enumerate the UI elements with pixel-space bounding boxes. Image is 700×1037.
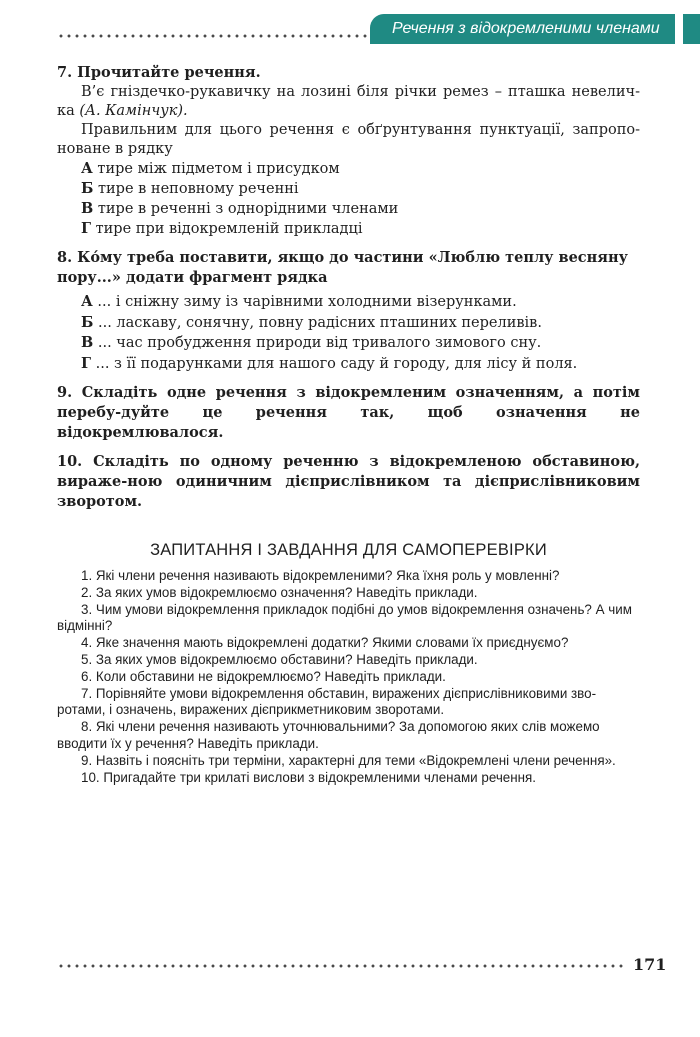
task-8-title: 8. Ко́му треба поставити, якщо до частини «Люблю теплу весняну пору...» додати фрагмент рядка (57, 249, 628, 286)
option-letter: Г (81, 220, 92, 237)
option-letter: В (81, 200, 94, 217)
option-letter: Б (81, 313, 94, 331)
task-7-author: (А. Камінчук). (79, 103, 188, 119)
list-item: 1. Які члени речення називають відокремленими? Яка їхня роль у мовленні? (81, 568, 560, 583)
option-text: тире між підметом і присудком (97, 161, 340, 177)
task-7-option (57, 199, 640, 219)
option-letter: А (81, 293, 93, 310)
option-text: ... з її подарунками для нашого саду й городу, для лісу й поля. (95, 355, 578, 372)
task-8-option (57, 292, 640, 313)
option-letter: А (81, 160, 93, 177)
list-item: 8. Які члени речення називають уточнювальними? За допомогою яких слів можемо вводити їх у речення? Наведіть приклади. (57, 719, 600, 751)
option-letter: Б (81, 180, 94, 197)
task-9: 9. Складіть одне речення з відокремленим означенням, а потім перебу-дуйте це речення так, щоб означення не відокремлювалося. (57, 384, 640, 441)
task-8-option (57, 313, 640, 334)
list-item: 10. Пригадайте три крилаті вислови з відокремленими членами речення. (81, 769, 537, 785)
task-7 (57, 63, 640, 239)
header-edge-bar (683, 14, 700, 44)
task-7-option (57, 179, 640, 199)
task-7-sentence (57, 83, 640, 121)
task-7-title: 7. Прочитайте речення. (57, 64, 261, 81)
list-item: 6. Коли обставини не відокремлюємо? Наведіть приклади. (81, 668, 446, 684)
footer-dotted-rule (57, 963, 623, 969)
option-text: тире в реченні з однорідними членами (97, 201, 399, 217)
list-item: 7. Порівняйте умови відокремлення обставин, виражених дієприслівниковими зво-ротами, і означень, виражених дієприкметниковим зворотами. (57, 685, 597, 718)
task-8-option (57, 354, 640, 375)
option-letter: Г (81, 354, 92, 372)
task-7-option (57, 219, 640, 239)
list-item: 5. За яких умов відокремлюємо обставини? Наведіть приклади. (81, 651, 478, 667)
self-check-title: ЗАПИТАННЯ І ЗАВДАННЯ ДЛЯ САМОПЕРЕВІРКИ (150, 541, 547, 559)
option-text: ... час пробудження природи від тривалого зимового сну. (97, 335, 542, 351)
list-item: 2. За яких умов відокремлюємо означення? Наведіть приклади. (81, 584, 478, 600)
task-7-option (57, 159, 640, 179)
chapter-header: Речення з відокремленими членами (370, 14, 675, 44)
option-letter: В (81, 334, 94, 351)
page-content (57, 63, 640, 786)
header-dotted-rule (57, 33, 377, 39)
task-8-option (57, 333, 640, 354)
task-8 (57, 248, 640, 374)
task-7-question: Правильним для цього речення є обґрунтування пунктуації, запропо-новане в рядку (57, 122, 640, 157)
task-10: 10. Складіть по одному реченню з відокремленою обставиною, виражe-ною одиничним дієприслівником та дієприслівниковим зворотом. (57, 453, 640, 510)
option-text: ... ласкаву, сонячну, повну радісних пташиних переливів. (98, 314, 542, 331)
option-text: ... і сніжну зиму із чарівними холодними візерунками. (97, 294, 517, 310)
list-item: 9. Назвіть і поясніть три терміни, характерні для теми «Відокремлені члени речення». (81, 752, 616, 768)
list-item: 3. Чим умови відокремлення прикладок подібні до умов відокремлення означень? А чим відмінні? (57, 601, 632, 634)
page-number: 171 (633, 955, 667, 974)
option-text: тире в неповному реченні (98, 181, 299, 197)
self-check-list (57, 568, 640, 786)
task-7-sentence-text: В’є гніздечко-рукавичку на лозині біля річки ремез – пташка невелич-ка (57, 84, 640, 119)
list-item: 4. Яке значення мають відокремлені додатки? Якими словами їх приєднуємо? (81, 635, 569, 651)
option-text: тире при відокремленій прикладці (95, 221, 363, 237)
